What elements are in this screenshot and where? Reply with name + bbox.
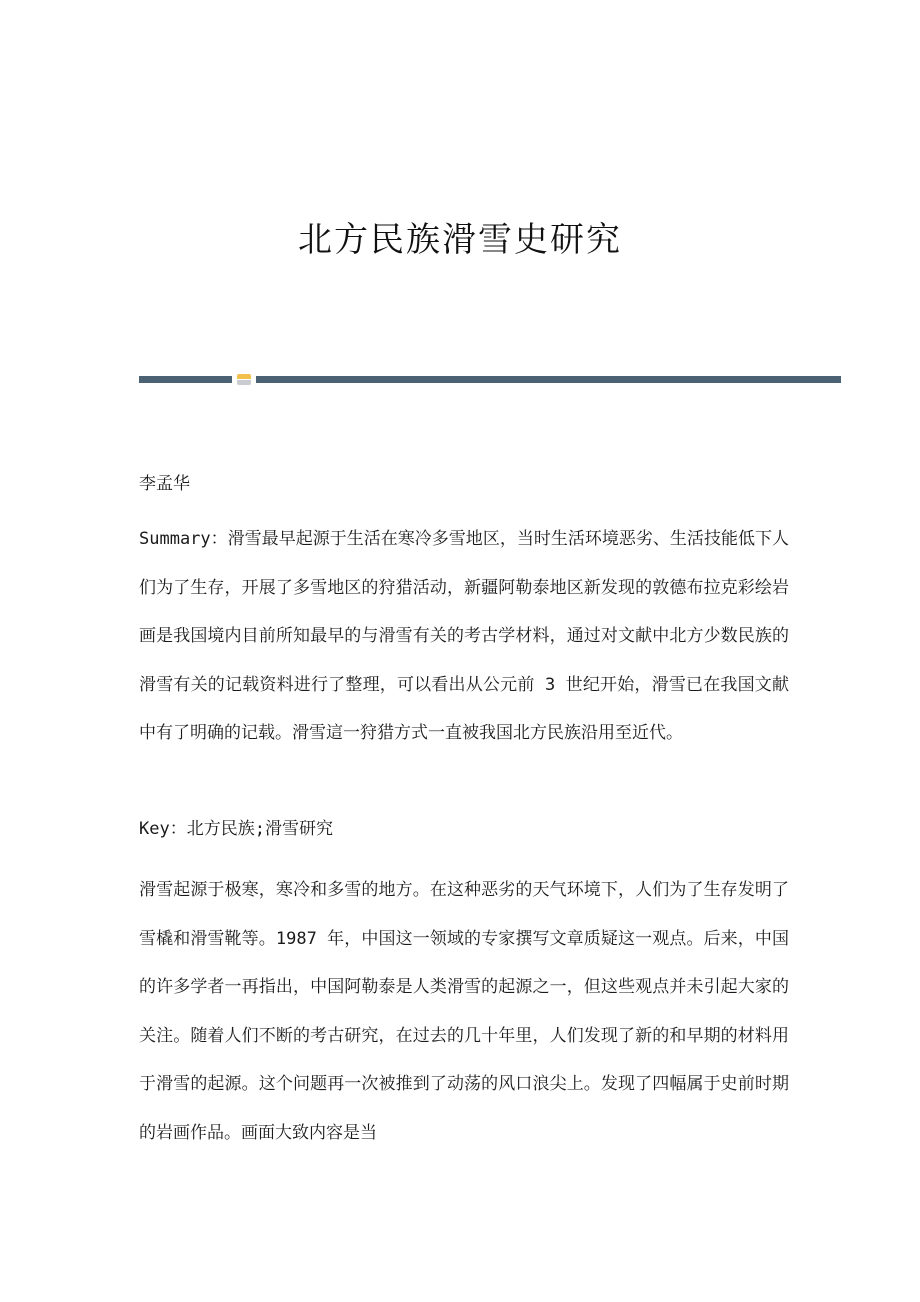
divider-bar-left: [139, 376, 232, 383]
author-name: [139, 460, 789, 509]
intro-section: [139, 866, 789, 1157]
summary-section: [139, 515, 789, 758]
title-divider: [139, 374, 841, 386]
divider-ornament-icon: [237, 374, 251, 385]
author-text: 李孟华: [139, 474, 190, 494]
summary-text: Summary：滑雪最早起源于生活在寒冷多雪地区，当时生活环境恶劣、生活技能低下人们为了生存，开展了多雪地区的狩猎活动，新疆阿勒泰地区新发现的敦德布拉克彩绘岩画是我国境内目前所知最早的与滑雪有关的考古学材料，通过对文献中北方少数民族的滑雪有关的记载资料进行了整理，可以看出从公元前 3 世纪开始，滑雪已在我国文献中有了明确的记载。滑雪這一狩猎方式一直被我国北方民族沿用至近代。: [139, 529, 789, 743]
document-title: 北方民族滑雪史研究: [298, 220, 622, 260]
intro-paragraph: 滑雪起源于极寒，寒冷和多雪的地方。在这种恶劣的天气环境下，人们为了生存发明了雪橇和滑雪靴等。1987 年，中国这一领域的专家撰写文章质疑这一观点。后来，中国的许多学者一再指出，中国阿勒泰是人类滑雪的起源之一，但这些观点并未引起大家的关注。随着人们不断的考古研究，在过去的几十年里，人们发现了新的和早期的材料用于滑雪的起源。这个问题再一次被推到了动荡的风口浪尖上。发现了四幅属于史前时期的岩画作品。画面大致内容是当: [139, 880, 789, 1143]
keywords-text: Key：北方民族;滑雪研究: [139, 819, 333, 839]
divider-bar-right: [256, 376, 841, 383]
keywords-section: [139, 805, 789, 854]
